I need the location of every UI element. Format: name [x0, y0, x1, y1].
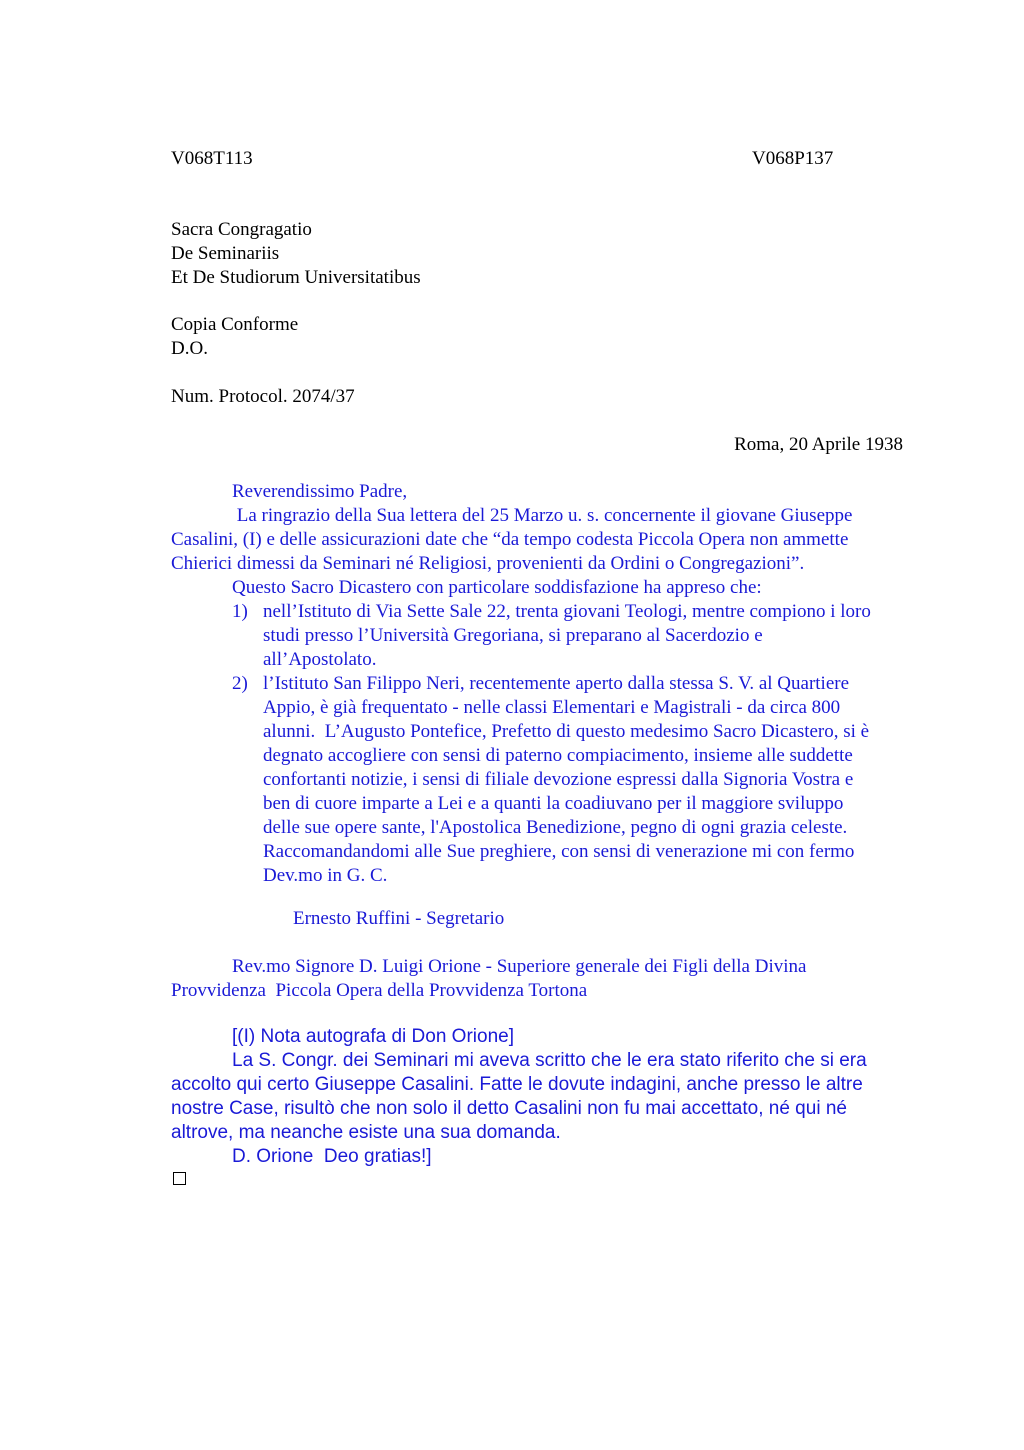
note-line: altrove, ma neanche esiste una sua domanda.: [171, 1122, 561, 1143]
autograph-note: [171, 1025, 941, 1169]
signature: Ernesto Ruffini - Segretario: [293, 908, 505, 929]
sender-line: De Seminariis: [171, 243, 280, 264]
note-closing: D. Orione Deo gratias!]: [232, 1146, 432, 1167]
paragraph-line: Casalini, (I) e delle assicurazioni date che “da tempo codesta Piccola Opera non ammette: [171, 529, 849, 550]
list-item: [232, 600, 942, 672]
list-item-line: studi presso l’Università Gregoriana, si preparano al Sacerdozio e: [263, 625, 763, 646]
list-item-line: confortanti notizie, i sensi di filiale devozione espressi dalla Signoria Vostra e: [263, 769, 854, 790]
sender-line: Sacra Congragatio: [171, 219, 312, 240]
note-line: La S. Congr. dei Seminari mi aveva scritto che le era stato riferito che si era: [232, 1050, 867, 1071]
sender-block: [171, 218, 941, 290]
list-item-number: 2): [232, 673, 248, 694]
copy-line: Copia Conforme: [171, 314, 299, 335]
list-item: [232, 672, 942, 888]
list-item-line: alunni. L’Augusto Pontefice, Prefetto di questo medesimo Sacro Dicastero, si è: [263, 721, 870, 742]
addressee-line: Rev.mo Signore D. Luigi Orione - Superiore generale dei Figli della Divina: [232, 956, 807, 977]
list-item-number: 1): [232, 601, 248, 622]
copy-line: D.O.: [171, 338, 208, 359]
note-line: nostre Case, risultò che non solo il detto Casalini non fu mai accettato, né qui né: [171, 1098, 847, 1119]
note-title: [(I) Nota autografa di Don Orione]: [232, 1026, 514, 1047]
addressee-line: Provvidenza Piccola Opera della Provvidenza Tortona: [171, 980, 588, 1001]
list-item-line: Dev.mo in G. C.: [263, 865, 388, 886]
list-item-line: Raccomandandomi alle Sue preghiere, con sensi di venerazione mi con fermo: [263, 841, 855, 862]
empty-checkbox-icon: [173, 1172, 186, 1185]
list-item-line: degnato accogliere con sensi di paterno compiacimento, insieme alle suddette: [263, 745, 853, 766]
protocol-number: Num. Protocol. 2074/37: [171, 386, 355, 407]
document-code-right: V068P137: [752, 148, 834, 169]
list-item-body: [263, 672, 942, 888]
sender-line: Et De Studiorum Universitatibus: [171, 267, 421, 288]
list-item-line: l’Istituto San Filippo Neri, recentemente aperto dalla stessa S. V. al Quartiere: [263, 673, 850, 694]
dateline: Roma, 20 Aprile 1938: [734, 434, 903, 455]
document-code-left: V068T113: [171, 148, 253, 169]
numbered-list: [232, 600, 942, 888]
list-item-line: Appio, è già frequentato - nelle classi Elementari e Magistrali - da circa 800: [263, 697, 841, 718]
copy-block: [171, 313, 941, 361]
paragraph-line: Chierici dimessi da Seminari né Religiosi, provenienti da Ordini o Congregazioni”.: [171, 553, 805, 574]
paragraph-line: La ringrazio della Sua lettera del 25 Marzo u. s. concernente il giovane Giuseppe: [232, 505, 853, 526]
note-line: accolto qui certo Giuseppe Casalini. Fatte le dovute indagini, anche presso le altre: [171, 1074, 863, 1095]
list-item-line: nell’Istituto di Via Sette Sale 22, trenta giovani Teologi, mentre compiono i loro: [263, 601, 871, 622]
addressee-block: [171, 955, 941, 1003]
salutation: Reverendissimo Padre,: [232, 481, 408, 502]
list-item-body: [263, 600, 942, 672]
letter-body: [171, 480, 941, 600]
list-item-line: delle sue opere sante, l'Apostolica Benedizione, pegno di ogni grazia celeste.: [263, 817, 848, 838]
paragraph-line: Questo Sacro Dicastero con particolare soddisfazione ha appreso che:: [232, 577, 762, 598]
list-item-line: all’Apostolato.: [263, 649, 377, 670]
list-item-line: ben di cuore imparte a Lei e a quanti la coadiuvano per il maggiore sviluppo: [263, 793, 844, 814]
